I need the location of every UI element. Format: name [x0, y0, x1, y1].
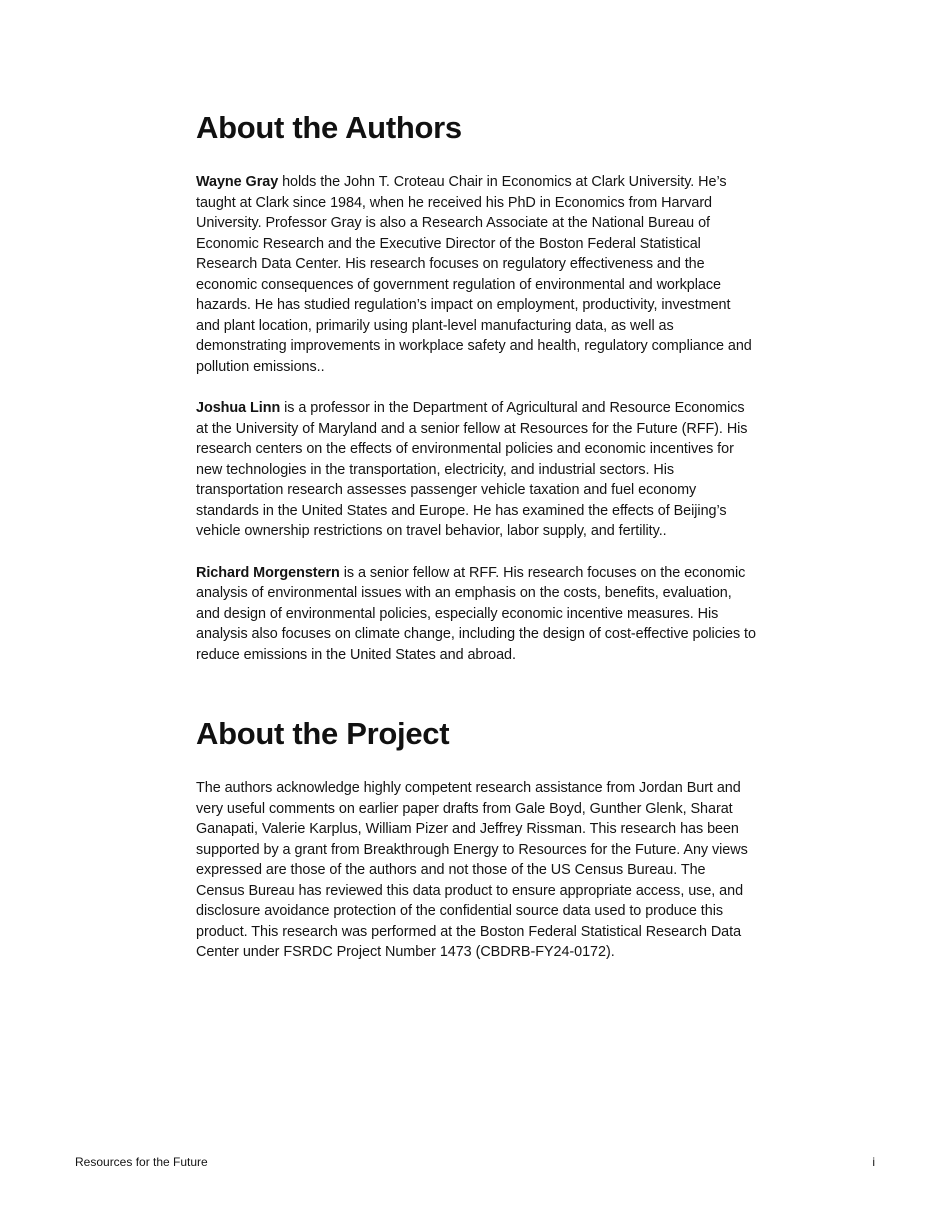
page-content [196, 108, 756, 963]
about-authors-heading: About the Authors [196, 110, 462, 145]
project-description: The authors acknowledge highly competent research assistance from Jordan Burt and very useful comments on earlier paper drafts from Gale Boyd, Gunther Glenk, Sharat Ganapati, Valerie Karplus, William Pizer and Jeffrey Rissman. This research has been supported by a grant from Breakthrough Energy to Resources for the Future. Any views expressed are those of the authors and not those of the US Census Bureau. The Census Bureau has reviewed this data product to ensure appropriate access, use, and disclosure avoidance protection of the confidential source data used to produce this product. This research was performed at the Boston Federal Statistical Research Data Center under FSRDC Project Number 1473 (CBDRB-FY24-0172). [196, 780, 748, 960]
author-bio-text: is a professor in the Department of Agricultural and Resource Economics at the University of Maryland and a senior fellow at Resources for the Future (RFF). His research centers on the effects of environmental policies and economic incentives for new technologies in the transportation, electricity, and industrial sectors. His transportation research assesses passenger vehicle taxation and fuel economy standards in the United States and Europe. He has examined the effects of Beijing’s vehicle ownership restrictions on travel behavior, labor supply, and fertility.. [196, 400, 748, 539]
about-project-heading: About the Project [196, 716, 450, 751]
author-name: Joshua Linn [196, 400, 281, 416]
author-name: Richard Morgenstern [196, 564, 340, 581]
footer-publisher: Resources for the Future [75, 1155, 208, 1169]
author-name: Wayne Gray [196, 174, 279, 190]
about-authors-section [196, 108, 756, 665]
author-bio-joshua-linn [196, 398, 756, 542]
author-bio-richard-morgenstern [196, 563, 756, 666]
about-project-section [196, 714, 756, 963]
author-bio-text: holds the John T. Croteau Chair in Economics at Clark University. He’s taught at Clark since 1984, when he received his PhD in Economics from Harvard University. Professor Gray is also a Research Associate at the National Bureau of Economic Research and the Executive Director of the Boston Federal Statistical Research Data Center. His research focuses on regulatory effectiveness and the economic consequences of government regulation of environmental and workplace hazards. He has studied regulation’s impact on employment, productivity, investment and plant location, primarily using plant-level manufacturing data, as well as demonstrating improvements in workplace safety and health, regulatory compliance and pollution emissions.. [196, 174, 752, 375]
footer-page-number: i [872, 1155, 875, 1169]
author-bio-wayne-gray [196, 172, 756, 377]
author-bio-text: is a senior fellow at RFF. His research focuses on the economic analysis of environmental issues with an emphasis on the costs, benefits, evaluation, and design of environmental policies, especially economic incentive measures. His analysis also focuses on climate change, including the design of cost-effective policies to reduce emissions in the United States and abroad. [196, 564, 756, 663]
